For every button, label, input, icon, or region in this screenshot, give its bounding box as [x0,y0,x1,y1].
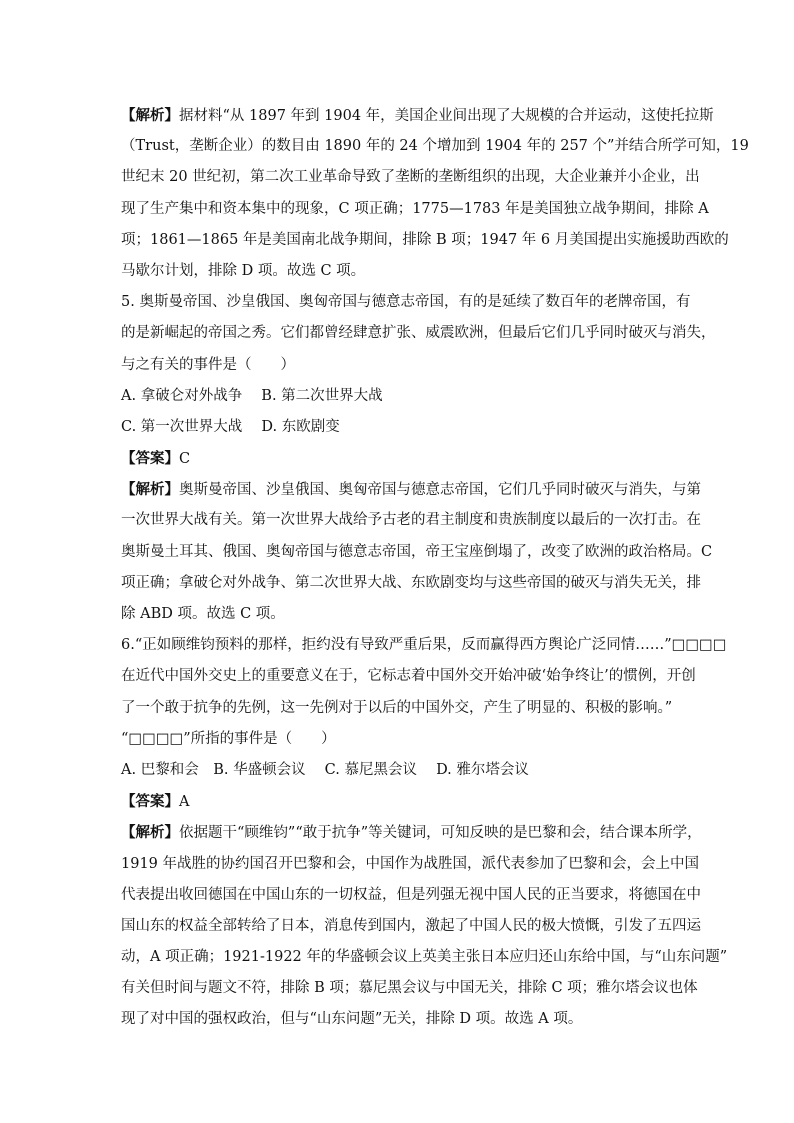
text-line [121,973,698,1004]
line-text: 5. 奥斯曼帝国、沙皇俄国、奥匈帝国与德意志帝国，有的是延续了数百年的老牌帝国，有 [121,294,691,311]
text-line [121,256,687,287]
line-text: 有关但时间与题文不符，排除 B 项；慕尼黑会议与中国无关，排除 C 项；雅尔塔会议也体 [121,980,698,997]
text-line [121,1004,687,1035]
text-line [121,724,687,755]
line-text: “□□□□”所指的事件是（ ） [121,730,336,747]
line-text: （Trust，垄断企业）的数目由 1890 年的 24 个增加到 1904 年的 257 个”并结合所学可知，19 [121,138,749,155]
text-line [121,630,727,661]
text-line [121,755,687,786]
line-text: 在近代中国外交史上的重要意义在于，它标志着中国外交开始冲破‘始争终让’的惯例，开创 [121,668,696,685]
text-line [121,661,696,692]
text-line [121,225,729,256]
line-text: A [179,794,190,811]
line-text: 动，A 项正确；1921-1922 年的华盛顿会议上英美主张日本应归还山东给中国，与“山东问题” [121,949,728,966]
line-text: C. 第一次世界大战 D. 东欧剧变 [121,418,340,435]
text-line [121,474,701,505]
text-line [121,568,701,599]
text-line [121,131,749,162]
line-text: 一次世界大战有关。第一次世界大战给予古老的君主制度和贵族制度以最后的一次打击。在 [121,512,701,529]
section-tag: 【解析】 [121,824,179,842]
line-text: A. 拿破仑对外战争 B. 第二次世界大战 [121,387,383,404]
line-text: 奥斯曼土耳其、俄国、奥匈帝国与德意志帝国，帝王宝座倒塌了，改变了欧洲的政治格局。C [121,543,713,560]
text-line [121,287,691,318]
line-text: 了一个敢于抗争的先例，这一先例对于以后的中国外交，产生了明显的、积极的影响。” [121,699,673,716]
text-line [121,786,687,817]
line-text: A. 巴黎和会 B. 华盛顿会议 C. 慕尼黑会议 D. 雅尔塔会议 [121,761,529,778]
section-tag: 【解析】 [121,107,179,124]
text-line [121,911,701,942]
text-line [121,350,687,381]
line-text: 现了对中国的强权政治，但与“山东问题”无关，排除 D 项。故选 A 项。 [121,1011,583,1028]
text-line [121,194,709,225]
line-text: 与之有关的事件是（ ） [121,356,295,373]
line-text: 据材料“从 1897 年到 1904 年，美国企业间出现了大规模的合并运动，这使托拉斯 [179,108,714,124]
text-line [121,318,716,349]
line-text: 奥斯曼帝国、沙皇俄国、奥匈帝国与德意志帝国，它们几乎同时破灭与消失，与第 [179,482,701,499]
section-tag: 【答案】 [121,450,179,468]
section-tag: 【答案】 [121,793,179,811]
line-text: 1919 年战胜的协约国召开巴黎和会，中国作为战胜国，派代表参加了巴黎和会，会上中国 [121,855,700,872]
text-line [121,693,687,724]
line-text: 国山东的权益全部转给了日本，消息传到国内，激起了中国人民的极大愤慨，引发了五四运 [121,917,701,934]
text-line [121,849,700,880]
line-text: C [179,451,191,468]
text-line [121,880,701,911]
document-body [121,100,749,1036]
text-line [121,443,687,474]
line-text: 代表提出收回德国在中国山东的一切权益，但是列强无视中国人民的正当要求，将德国在中 [121,886,701,903]
text-line [121,537,713,568]
text-line [121,100,714,131]
text-line [121,381,687,412]
line-text: 6.“正如顾维钧预料的那样，拒约没有导致严重后果，反而赢得西方舆论广泛同情……”□□□□ [121,637,727,654]
line-text: 依据题干“顾维钧”“敢于抗争”等关键词，可知反映的是巴黎和会，结合课本所学， [179,825,702,842]
section-tag: 【解析】 [121,481,179,499]
line-text: 的是新崛起的帝国之秀。它们都曾经肆意扩张、威震欧洲，但最后它们几乎同时破灭与消失， [121,325,716,342]
text-line [121,505,701,536]
line-text: 现了生产集中和资本集中的现象，C 项正确；1775—1783 年是美国独立战争期间，排除 A [121,200,709,217]
text-line [121,412,687,443]
line-text: 马歇尔计划，排除 D 项。故选 C 项。 [121,262,366,279]
text-line [121,162,700,193]
line-text: 世纪末 20 世纪初，第二次工业革命导致了垄断的垄断组织的出现，大企业兼并小企业，出 [121,169,700,186]
text-line [121,817,702,848]
line-text: 除 ABD 项。故选 C 项。 [121,606,285,622]
text-line [121,599,687,630]
line-text: 项；1861—1865 年是美国南北战争期间，排除 B 项；1947 年 6 月美国提出实施援助西欧的 [121,231,729,248]
line-text: 项正确；拿破仑对外战争、第二次世界大战、东欧剧变均与这些帝国的破灭与消失无关，排 [121,574,701,591]
text-line [121,942,728,973]
